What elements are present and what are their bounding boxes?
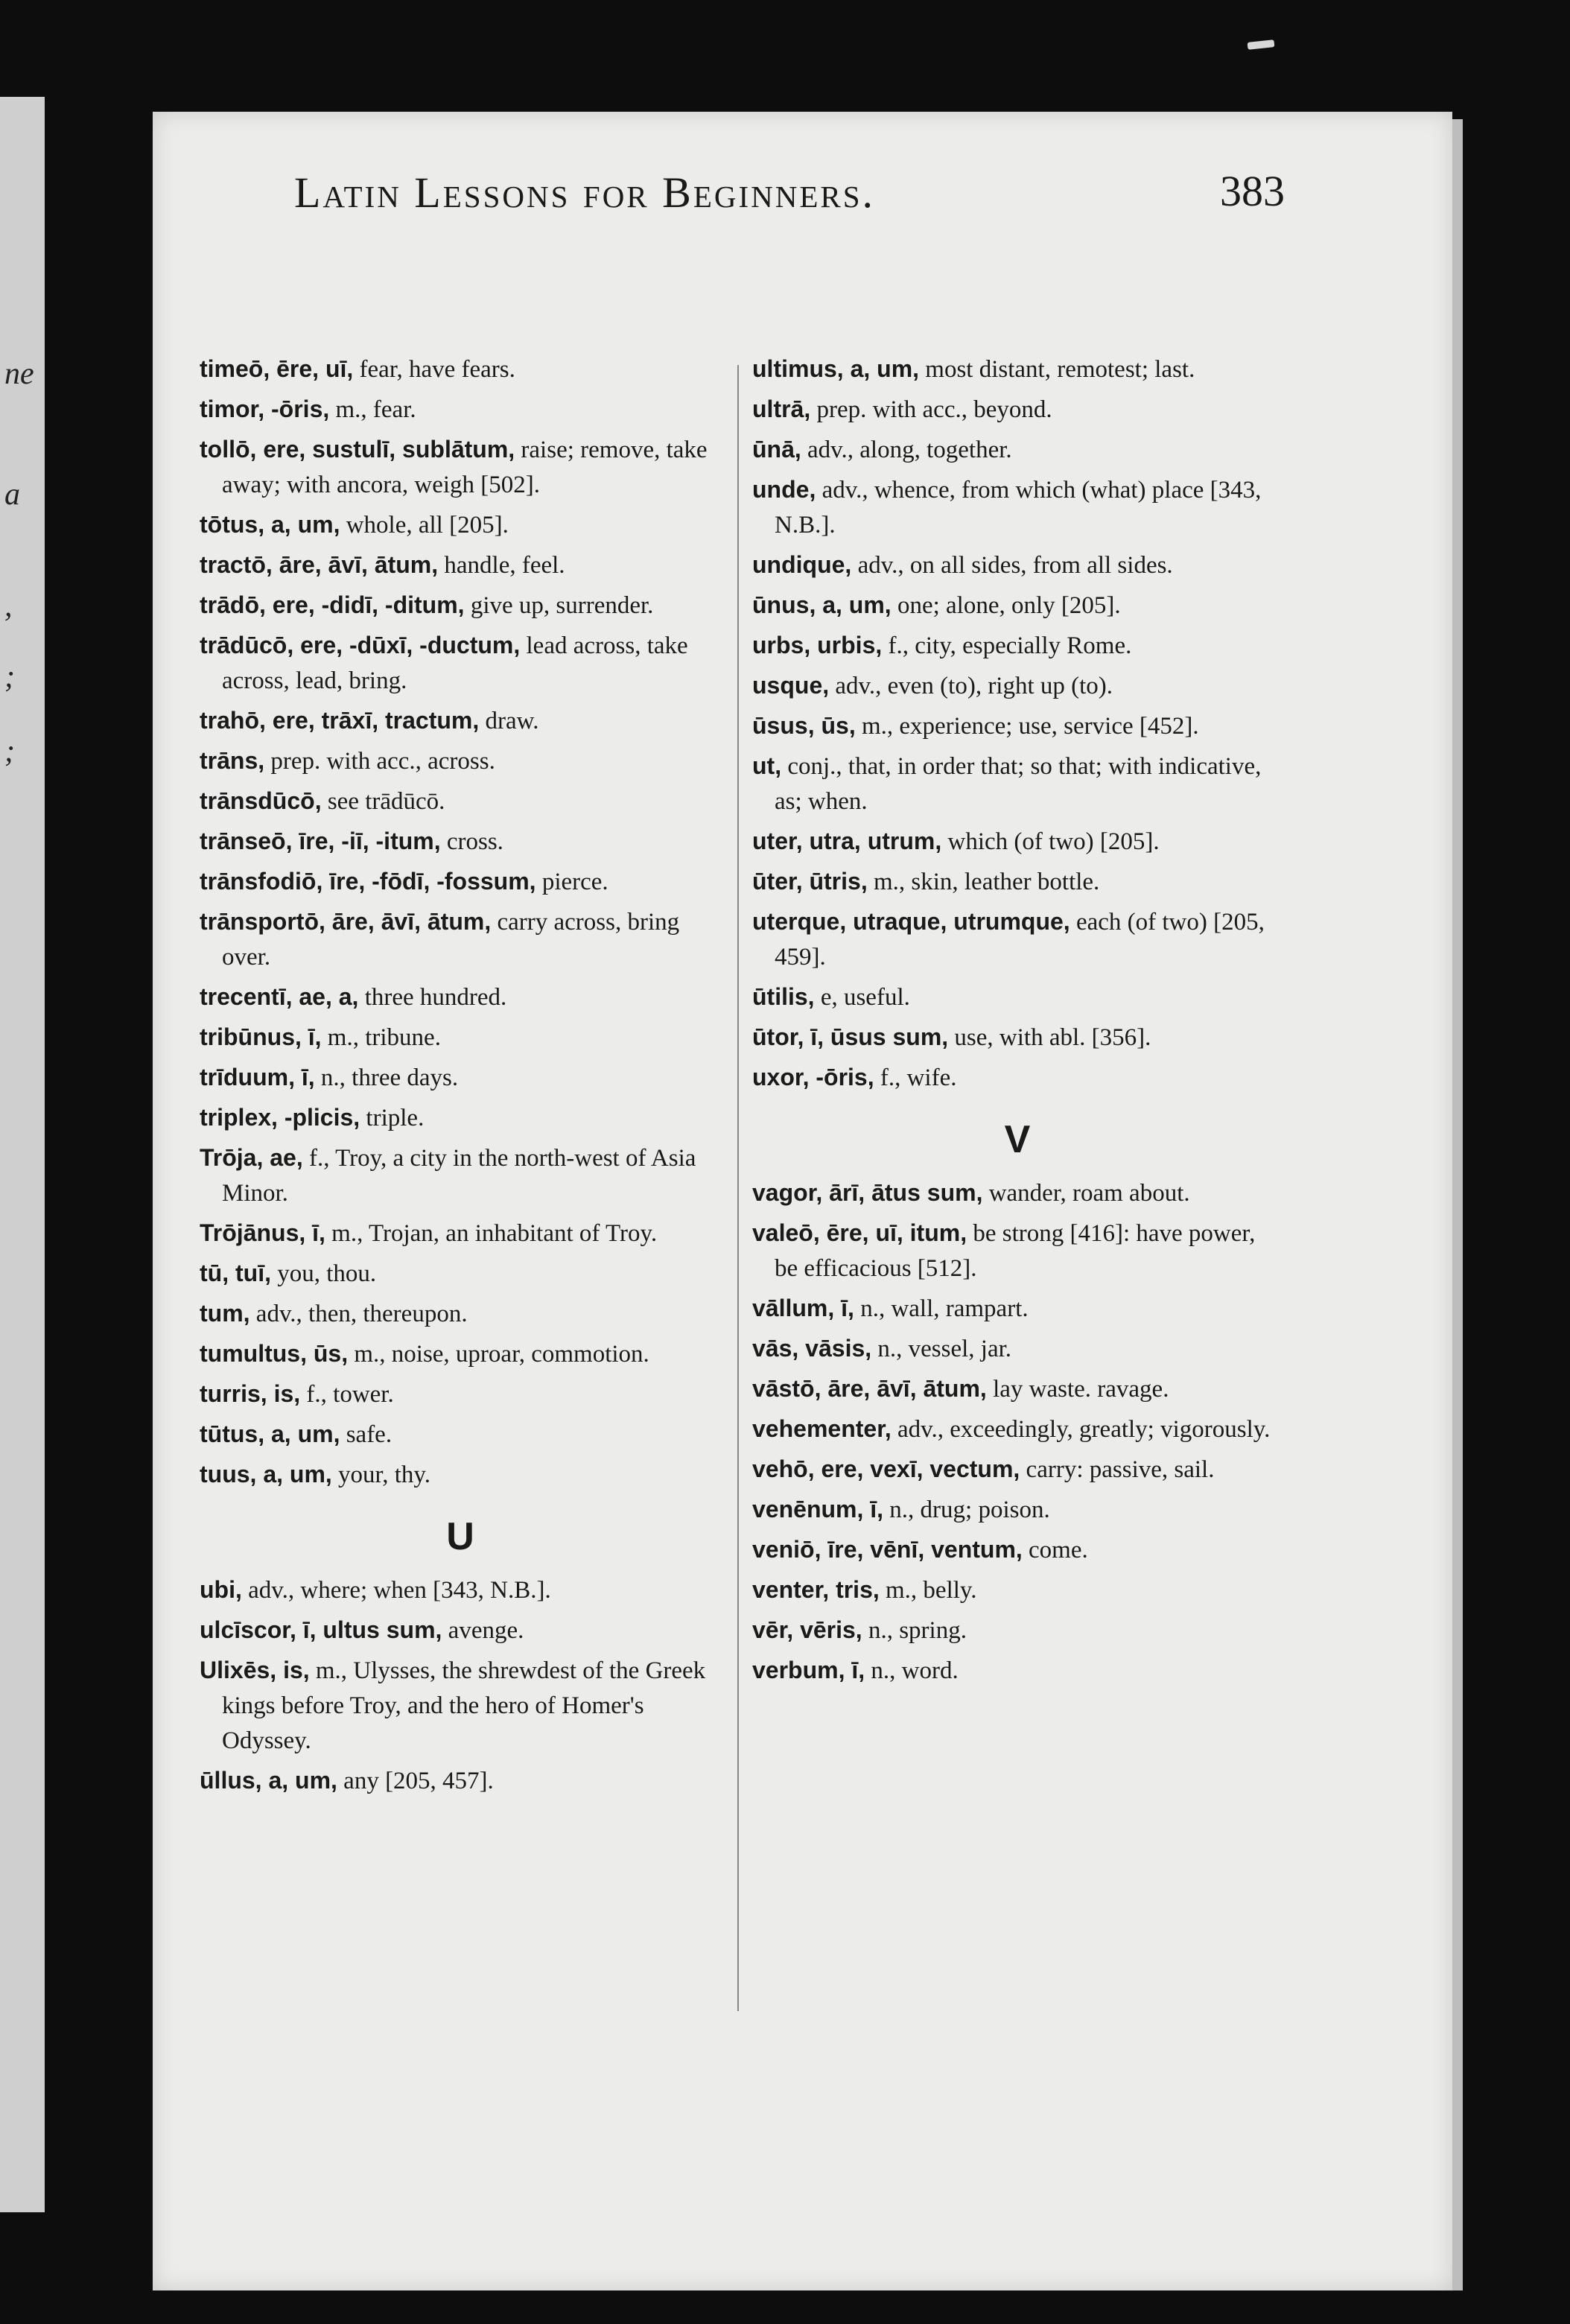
- dictionary-entry: [200, 1572, 721, 1608]
- entries-v-list: [752, 1175, 1283, 1689]
- dictionary-entry: [200, 904, 721, 975]
- entry-headword: tollō, ere, sustulī, sublātum,: [200, 436, 515, 463]
- previous-page-fragment: a: [4, 477, 20, 512]
- entry-definition: which (of two) [205].: [941, 828, 1160, 855]
- entry-definition: prep. with acc., across.: [264, 748, 495, 775]
- entry-definition: whole, all [205].: [340, 512, 509, 539]
- entry-headword: trānsportō, āre, āvī, ātum,: [200, 908, 492, 935]
- entry-definition: m., belly.: [879, 1577, 977, 1604]
- entry-definition: come.: [1022, 1537, 1088, 1563]
- entry-headword: vagor, ārī, ātus sum,: [752, 1179, 983, 1206]
- dictionary-entry: [752, 472, 1283, 543]
- entry-definition: adv., exceedingly, greatly; vigorously.: [891, 1416, 1271, 1443]
- entry-definition: carry across, bring over.: [222, 909, 680, 971]
- entry-headword: undique,: [752, 551, 852, 578]
- left-column: [200, 352, 721, 1803]
- dictionary-entry: [752, 708, 1283, 744]
- entry-headword: unde,: [752, 476, 816, 503]
- entry-headword: vāllum, ī,: [752, 1295, 854, 1321]
- dictionary-entry: [752, 904, 1283, 975]
- entries-t-list: [200, 352, 721, 1493]
- entry-headword: tum,: [200, 1300, 250, 1327]
- entry-definition: most distant, remotest; last.: [919, 356, 1195, 383]
- previous-page-edge: [0, 97, 45, 2212]
- previous-page-fragment: ,: [4, 589, 13, 623]
- dictionary-entry: [200, 547, 721, 583]
- dictionary-entry: [200, 1336, 721, 1372]
- dictionary-entry: [200, 1060, 721, 1096]
- entry-definition: one; alone, only [205].: [891, 592, 1121, 619]
- entry-definition: lead across, take across, lead, bring.: [222, 632, 688, 694]
- entry-definition: n., vessel, jar.: [871, 1336, 1012, 1362]
- entry-definition: m., Trojan, an inhabitant of Troy.: [325, 1220, 658, 1247]
- entry-definition: you, thou.: [270, 1260, 377, 1287]
- entry-headword: vehō, ere, vexī, vectum,: [752, 1455, 1020, 1482]
- dictionary-entry: [752, 1371, 1283, 1407]
- entry-headword: Ulixēs, is,: [200, 1657, 310, 1683]
- page-header: [294, 168, 1285, 227]
- entry-definition: any [205, 457].: [337, 1768, 494, 1794]
- entry-definition: adv., then, thereupon.: [250, 1301, 468, 1327]
- dictionary-entry: [200, 352, 721, 387]
- dictionary-entry: [752, 1412, 1283, 1447]
- entry-headword: ūter, ūtris,: [752, 868, 868, 895]
- entry-definition: fear, have fears.: [353, 356, 515, 383]
- entry-definition: see trādūcō.: [321, 788, 445, 815]
- dictionary-entry: [200, 1417, 721, 1452]
- entry-headword: trānseō, īre, -iī, -itum,: [200, 828, 441, 854]
- dictionary-entry: [752, 1532, 1283, 1568]
- entry-headword: tūtus, a, um,: [200, 1420, 340, 1447]
- entry-definition: n., spring.: [862, 1617, 967, 1644]
- entry-headword: venēnum, ī,: [752, 1496, 884, 1523]
- entry-definition: safe.: [340, 1421, 392, 1448]
- page-edge-shadow: [1452, 119, 1463, 2290]
- entry-headword: ūnā,: [752, 436, 801, 463]
- entry-definition: n., wall, rampart.: [854, 1295, 1029, 1322]
- entry-definition: n., word.: [865, 1657, 959, 1684]
- entry-definition: m., fear.: [329, 396, 416, 423]
- entry-definition: three hundred.: [358, 984, 507, 1011]
- entry-headword: timeō, ēre, uī,: [200, 355, 354, 382]
- dictionary-entry: [752, 1492, 1283, 1528]
- entry-definition: triple.: [360, 1105, 425, 1131]
- entry-headword: uter, utra, utrum,: [752, 828, 942, 854]
- entry-headword: ūnus, a, um,: [752, 591, 892, 618]
- entry-headword: usque,: [752, 672, 830, 699]
- entry-headword: trāns,: [200, 747, 265, 774]
- entry-definition: e, useful.: [814, 984, 910, 1011]
- dictionary-entry: [752, 1653, 1283, 1689]
- dictionary-entry: [752, 432, 1283, 468]
- entry-headword: Trōjānus, ī,: [200, 1219, 325, 1246]
- dictionary-entry: [200, 784, 721, 819]
- running-title: Latin Lessons for Beginners.: [294, 168, 876, 217]
- entry-headword: trecentī, ae, a,: [200, 983, 359, 1010]
- dictionary-entry: [200, 703, 721, 739]
- entry-definition: n., three days.: [314, 1064, 459, 1091]
- entry-headword: veniō, īre, vēnī, ventum,: [752, 1536, 1023, 1563]
- dictionary-entry: [200, 1296, 721, 1332]
- entry-headword: ubi,: [200, 1576, 242, 1603]
- dictionary-entry: [752, 1613, 1283, 1648]
- section-letter-v: V: [1004, 1118, 1031, 1161]
- entry-headword: tribūnus, ī,: [200, 1023, 322, 1050]
- entry-definition: n., drug; poison.: [883, 1496, 1050, 1523]
- dictionary-entry: [200, 743, 721, 779]
- dictionary-entry: [200, 628, 721, 699]
- right-column: [752, 352, 1283, 1693]
- entry-definition: use, with abl. [356].: [948, 1024, 1151, 1051]
- dictionary-entry: [752, 628, 1283, 664]
- entry-definition: avenge.: [442, 1617, 524, 1644]
- entry-headword: trīduum, ī,: [200, 1064, 315, 1090]
- dictionary-entry: [752, 392, 1283, 428]
- dictionary-entry: [200, 1763, 721, 1799]
- entry-definition: prep. with acc., beyond.: [810, 396, 1052, 423]
- entry-headword: uterque, utraque, utrumque,: [752, 908, 1070, 935]
- entry-definition: pierce.: [535, 869, 608, 895]
- page-number: 383: [1220, 167, 1285, 215]
- entry-definition: draw.: [479, 708, 539, 734]
- entry-definition: adv., on all sides, from all sides.: [851, 552, 1173, 579]
- entry-headword: vehementer,: [752, 1415, 892, 1442]
- entry-headword: tractō, āre, āvī, ātum,: [200, 551, 439, 578]
- entry-headword: ūtor, ī, ūsus sum,: [752, 1023, 949, 1050]
- entry-headword: vās, vāsis,: [752, 1335, 872, 1362]
- dictionary-entry: [200, 1140, 721, 1211]
- entry-headword: ultrā,: [752, 396, 811, 422]
- entry-definition: give up, surrender.: [464, 592, 654, 619]
- entry-definition: adv., where; when [343, N.B.].: [241, 1577, 551, 1604]
- dictionary-entry: [200, 1613, 721, 1648]
- entry-definition: your, thy.: [331, 1461, 430, 1488]
- entry-headword: trādūcō, ere, -dūxī, -ductum,: [200, 632, 521, 658]
- entry-definition: raise; remove, take away; with ancora, weigh [502].: [222, 436, 708, 498]
- dictionary-entry: [200, 864, 721, 900]
- dictionary-entry: [200, 1256, 721, 1292]
- entry-definition: m., noise, uproar, commotion.: [348, 1341, 649, 1368]
- dictionary-entry: [752, 1020, 1283, 1055]
- entry-headword: ūsus, ūs,: [752, 712, 856, 739]
- dictionary-entry: [752, 352, 1283, 387]
- entry-headword: ulcīscor, ī, ultus sum,: [200, 1616, 442, 1643]
- entry-headword: ut,: [752, 752, 782, 779]
- entry-definition: wander, roam about.: [982, 1180, 1190, 1207]
- entry-headword: tū, tuī,: [200, 1260, 271, 1286]
- entry-definition: f., Troy, a city in the north-west of Asia Minor.: [222, 1145, 696, 1207]
- dictionary-entry: [752, 1216, 1283, 1286]
- dictionary-entry: [752, 980, 1283, 1015]
- dictionary-entry: [752, 588, 1283, 623]
- entry-definition: adv., whence, from which (what) place [343, N.B.].: [775, 477, 1262, 539]
- entry-headword: triplex, -plicis,: [200, 1104, 360, 1131]
- entry-headword: ultimus, a, um,: [752, 355, 920, 382]
- scan-mark: [1248, 39, 1275, 50]
- entry-headword: urbs, urbis,: [752, 632, 883, 658]
- dictionary-entry: [200, 432, 721, 503]
- entry-definition: m., experience; use, service [452].: [855, 713, 1199, 740]
- dictionary-entry: [200, 1377, 721, 1412]
- dictionary-entry: [200, 1100, 721, 1136]
- dictionary-entry: [200, 980, 721, 1015]
- entry-definition: each (of two) [205, 459].: [775, 909, 1265, 971]
- dictionary-entry: [200, 1020, 721, 1055]
- dictionary-entry: [752, 1291, 1283, 1327]
- entry-headword: tumultus, ūs,: [200, 1340, 349, 1367]
- entry-headword: valeō, ēre, uī, itum,: [752, 1219, 967, 1246]
- dictionary-entry: [200, 392, 721, 428]
- dictionary-entry: [752, 864, 1283, 900]
- entry-headword: trahō, ere, trāxī, tractum,: [200, 707, 480, 734]
- entries-u-list: [200, 1572, 721, 1799]
- dictionary-entry: [752, 1175, 1283, 1211]
- entry-headword: venter, tris,: [752, 1576, 880, 1603]
- entry-headword: ūllus, a, um,: [200, 1767, 337, 1794]
- entry-headword: Trōja, ae,: [200, 1144, 303, 1171]
- dictionary-entry: [752, 1060, 1283, 1096]
- entry-headword: trānsdūcō,: [200, 787, 322, 814]
- column-divider: [737, 365, 739, 2011]
- entry-headword: tuus, a, um,: [200, 1461, 332, 1488]
- dictionary-entry: [752, 749, 1283, 819]
- entry-headword: ūtilis,: [752, 983, 815, 1010]
- dictionary-entry: [752, 1572, 1283, 1608]
- previous-page-fragment: ne: [4, 357, 34, 391]
- entry-definition: m., tribune.: [321, 1024, 441, 1051]
- entry-definition: f., wife.: [874, 1064, 957, 1091]
- entry-headword: timor, -ōris,: [200, 396, 330, 422]
- entry-headword: uxor, -ōris,: [752, 1064, 874, 1090]
- entry-definition: f., city, especially Rome.: [882, 632, 1132, 659]
- entry-definition: conj., that, in order that; so that; with indicative, as; when.: [775, 753, 1262, 815]
- previous-page-fragment: ;: [4, 660, 15, 694]
- entries-u-continued-list: [752, 352, 1283, 1096]
- entry-headword: trādō, ere, -didī, -ditum,: [200, 591, 465, 618]
- previous-page-fragment: ;: [4, 734, 15, 769]
- entry-definition: m., skin, leather bottle.: [867, 869, 1100, 895]
- entry-headword: vāstō, āre, āvī, ātum,: [752, 1375, 987, 1402]
- dictionary-entry: [752, 1331, 1283, 1367]
- dictionary-entry: [200, 1457, 721, 1493]
- entry-definition: handle, feel.: [438, 552, 565, 579]
- dictionary-entry: [752, 1452, 1283, 1488]
- entry-definition: lay waste. ravage.: [986, 1376, 1169, 1403]
- section-letter-u: U: [446, 1515, 474, 1558]
- dictionary-entry: [752, 824, 1283, 860]
- dictionary-entry: [752, 668, 1283, 704]
- entry-definition: cross.: [440, 828, 503, 855]
- entry-definition: carry: passive, sail.: [1020, 1456, 1215, 1483]
- entry-definition: be strong [416]: have power, be efficacious [512].: [775, 1220, 1256, 1282]
- entry-headword: verbum, ī,: [752, 1657, 865, 1683]
- entry-headword: turris, is,: [200, 1380, 301, 1407]
- dictionary-entry: [200, 1653, 721, 1759]
- entry-definition: adv., even (to), right up (to).: [829, 673, 1113, 699]
- entry-headword: trānsfodiō, īre, -fōdī, -fossum,: [200, 868, 536, 895]
- entry-headword: vēr, vēris,: [752, 1616, 862, 1643]
- dictionary-entry: [752, 547, 1283, 583]
- dictionary-entry: [200, 824, 721, 860]
- entry-definition: adv., along, together.: [801, 436, 1012, 463]
- dictionary-entry: [200, 1216, 721, 1251]
- entry-definition: m., Ulysses, the shrewdest of the Greek kings before Troy, and the hero of Homer's Odyssey.: [222, 1657, 706, 1754]
- dictionary-entry: [200, 588, 721, 623]
- entry-definition: f., tower.: [300, 1381, 394, 1408]
- dictionary-entry: [200, 507, 721, 543]
- entry-headword: tōtus, a, um,: [200, 511, 340, 538]
